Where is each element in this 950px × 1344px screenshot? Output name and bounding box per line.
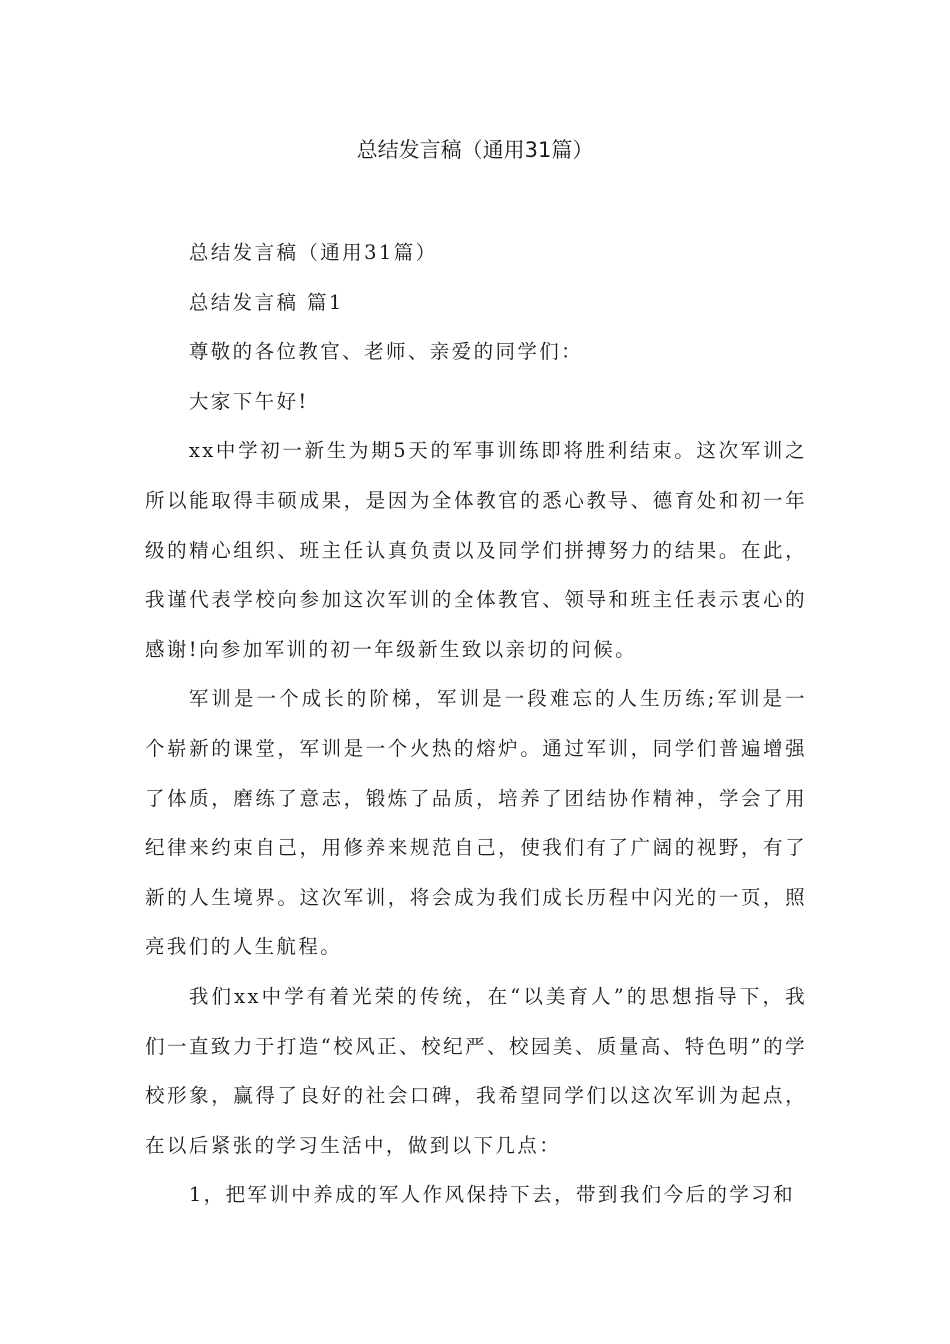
document-body [145, 228, 807, 1220]
document-title: 总结发言稿（通用31篇） [356, 138, 594, 162]
paragraph: xx中学初一新生为期5天的军事训练即将胜利结束。这次军训之所以能取得丰硕成果，是因为全体教官的悉心教导、德育处和初一年级的精心组织、班主任认真负责以及同学们拼搏努力的结果。在此，我谨代表学校向参加这次军训的全体教官、领导和班主任表示衷心的感谢!向参加军训的初一年级新生致以亲切的问候。 [145, 439, 807, 661]
paragraph: 我们xx中学有着光荣的传统，在“以美育人”的思想指导下，我们一直致力于打造“校风正、校纪严、校园美、质量高、特色明”的学校形象，赢得了良好的社会口碑，我希望同学们以这次军训为起点，在以后紧张的学习生活中，做到以下几点： [145, 984, 807, 1157]
paragraph: 尊敬的各位教官、老师、亲爱的同学们： [188, 340, 584, 364]
paragraph: 总结发言稿 篇1 [188, 290, 344, 314]
paragraph: 大家下午好! [188, 389, 309, 413]
paragraph: 总结发言稿（通用31篇） [188, 241, 438, 264]
paragraph: 军训是一个成长的阶梯，军训是一段难忘的人生历练;军训是一个崭新的课堂，军训是一个火热的熔炉。通过军训，同学们普遍增强了体质，磨练了意志，锻炼了品质，培养了团结协作精神，学会了用纪律来约束自己，用修养来规范自己，使我们有了广阔的视野，有了新的人生境界。这次军训，将会成为我们成长历程中闪光的一页，照亮我们的人生航程。 [145, 687, 807, 959]
paragraph: 1，把军训中养成的军人作风保持下去，带到我们今后的学习和 [188, 1183, 795, 1207]
